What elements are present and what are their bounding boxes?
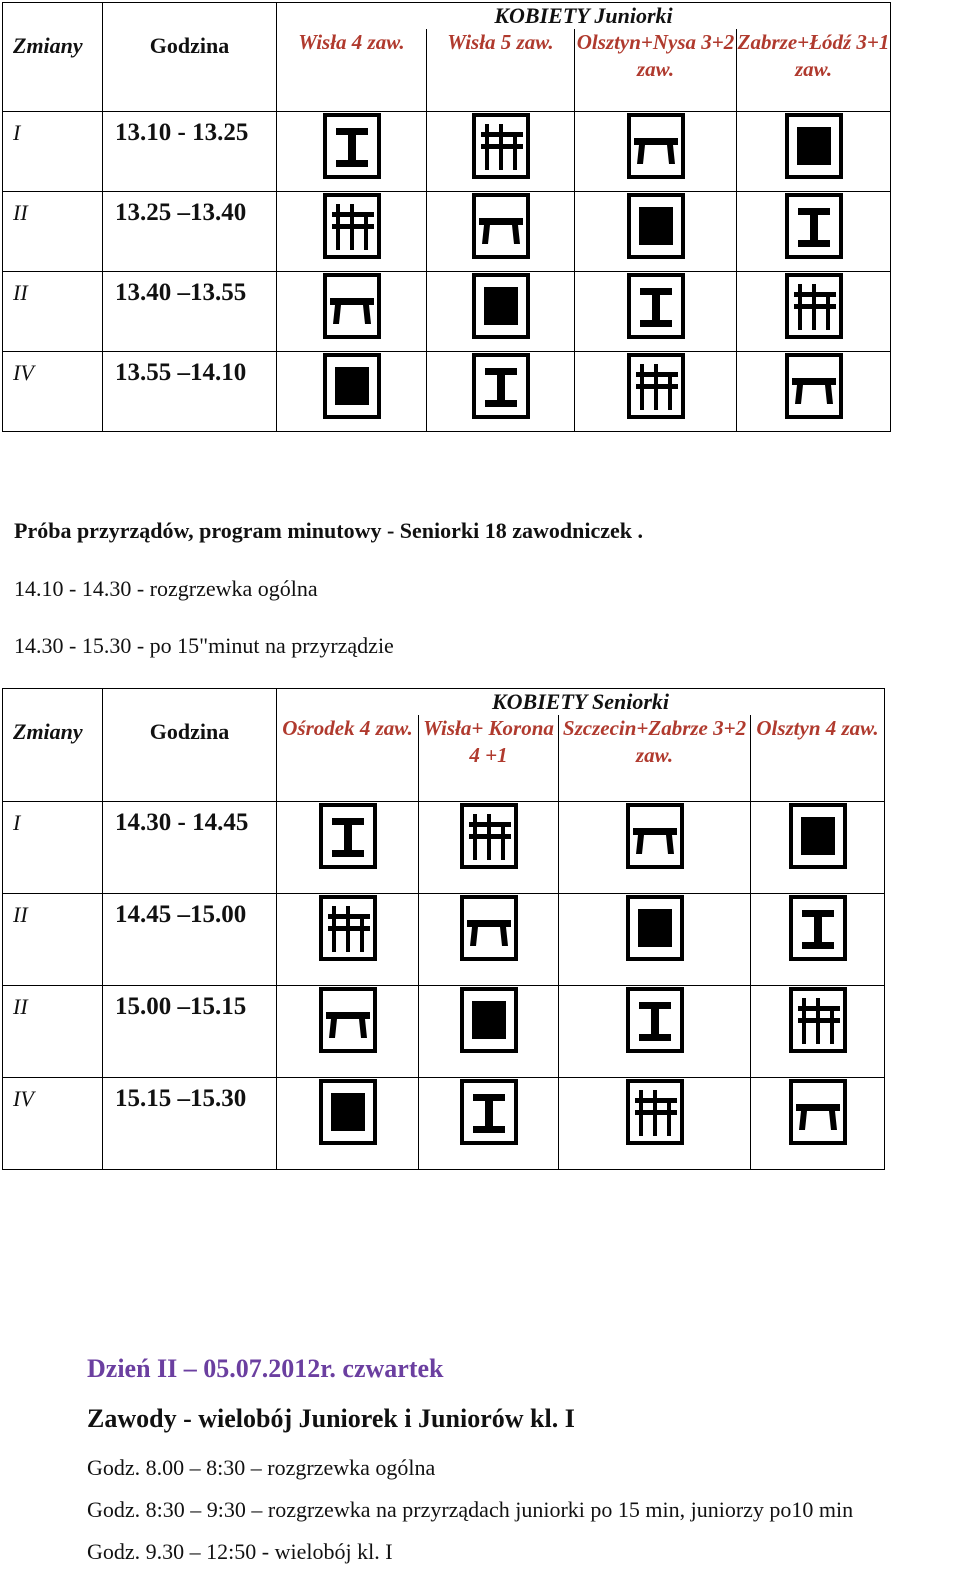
table-title: KOBIETY Seniorki: [277, 689, 885, 716]
time-slot: 15.00 –15.15: [103, 986, 277, 1078]
time-slot: 14.30 - 14.45: [103, 802, 277, 894]
team-header: Ośrodek 4 zaw.: [277, 715, 419, 802]
floor-icon: [459, 986, 519, 1054]
team-header: Wisła 5 zaw.: [427, 29, 575, 112]
vault-icon: [459, 1078, 519, 1146]
apparatus-cell: [559, 894, 751, 986]
team-header: Zabrze+Łódź 3+1 zaw.: [737, 29, 891, 112]
floor-icon: [471, 272, 531, 340]
shift-number: I: [3, 802, 103, 894]
vault-icon: [322, 112, 382, 180]
time-slot: 13.40 –13.55: [103, 272, 277, 352]
floor-icon: [322, 352, 382, 420]
floor-icon: [788, 802, 848, 870]
floor-icon: [318, 1078, 378, 1146]
apparatus-cell: [427, 112, 575, 192]
time-slot: 14.45 –15.00: [103, 894, 277, 986]
schedule-line: 14.30 - 15.30 - po 15"minut na przyrządzie: [14, 633, 394, 658]
seniorki-heading: Próba przyrządów, program minutowy - Seniorki 18 zawodniczek .: [14, 518, 644, 543]
floor-icon: [626, 192, 686, 260]
uneven-bars-icon: [459, 802, 519, 870]
column-header-time: Godzina: [103, 3, 277, 112]
uneven-bars-icon: [788, 986, 848, 1054]
schedule-line: Godz. 9.30 – 12:50 - wielobój kl. I: [87, 1539, 393, 1564]
rotation-row: [3, 272, 891, 352]
apparatus-cell: [419, 986, 559, 1078]
uneven-bars-icon: [626, 352, 686, 420]
column-header-time: Godzina: [103, 689, 277, 802]
apparatus-cell: [277, 352, 427, 432]
uneven-bars-icon: [784, 272, 844, 340]
apparatus-cell: [575, 352, 737, 432]
apparatus-cell: [427, 352, 575, 432]
vault-icon: [626, 272, 686, 340]
vault-icon: [788, 894, 848, 962]
juniorki-rotation-table: [2, 2, 891, 432]
apparatus-cell: [575, 192, 737, 272]
shift-number: II: [3, 192, 103, 272]
floor-icon: [784, 112, 844, 180]
apparatus-cell: [277, 1078, 419, 1170]
apparatus-cell: [575, 112, 737, 192]
column-header-shifts: Zmiany: [3, 689, 103, 802]
apparatus-cell: [737, 272, 891, 352]
rotation-row: [3, 192, 891, 272]
apparatus-cell: [751, 802, 885, 894]
competition-title: Zawody - wielobój Juniorek i Juniorów kl. I: [87, 1404, 575, 1433]
shift-number: IV: [3, 352, 103, 432]
team-header: Wisła 4 zaw.: [277, 29, 427, 112]
apparatus-cell: [737, 352, 891, 432]
shift-number: II: [3, 986, 103, 1078]
time-slot: 13.55 –14.10: [103, 352, 277, 432]
vault-icon: [784, 192, 844, 260]
apparatus-cell: [277, 802, 419, 894]
shift-number: I: [3, 112, 103, 192]
balance-beam-icon: [471, 192, 531, 260]
apparatus-cell: [277, 272, 427, 352]
rotation-row: [3, 352, 891, 432]
apparatus-cell: [419, 1078, 559, 1170]
floor-icon: [625, 894, 685, 962]
apparatus-cell: [277, 894, 419, 986]
time-slot: 15.15 –15.30: [103, 1078, 277, 1170]
uneven-bars-icon: [625, 1078, 685, 1146]
schedule-line: Godz. 8.00 – 8:30 – rozgrzewka ogólna: [87, 1455, 436, 1480]
seniorki-rotation-table: [2, 688, 885, 1170]
team-header: Olsztyn 4 zaw.: [751, 715, 885, 802]
rotation-row: [3, 986, 885, 1078]
team-header: Olsztyn+Nysa 3+2 zaw.: [575, 29, 737, 112]
apparatus-cell: [559, 986, 751, 1078]
balance-beam-icon: [788, 1078, 848, 1146]
rotation-row: [3, 112, 891, 192]
shift-number: II: [3, 272, 103, 352]
vault-icon: [625, 986, 685, 1054]
apparatus-cell: [559, 1078, 751, 1170]
day-heading: Dzień II – 05.07.2012r. czwartek: [87, 1354, 444, 1383]
team-header: Szczecin+Zabrze 3+2 zaw.: [559, 715, 751, 802]
balance-beam-icon: [459, 894, 519, 962]
shift-number: IV: [3, 1078, 103, 1170]
apparatus-cell: [751, 1078, 885, 1170]
apparatus-cell: [277, 112, 427, 192]
seniorki-rows: [3, 802, 885, 1170]
juniorki-rows: [3, 112, 891, 432]
apparatus-cell: [419, 894, 559, 986]
vault-icon: [471, 352, 531, 420]
time-slot: 13.25 –13.40: [103, 192, 277, 272]
balance-beam-icon: [625, 802, 685, 870]
table-title: KOBIETY Juniorki: [277, 3, 891, 30]
apparatus-cell: [737, 192, 891, 272]
apparatus-cell: [419, 802, 559, 894]
rotation-row: [3, 802, 885, 894]
apparatus-cell: [559, 802, 751, 894]
balance-beam-icon: [626, 112, 686, 180]
rotation-row: [3, 894, 885, 986]
apparatus-cell: [277, 986, 419, 1078]
apparatus-cell: [751, 894, 885, 986]
uneven-bars-icon: [318, 894, 378, 962]
balance-beam-icon: [318, 986, 378, 1054]
apparatus-cell: [277, 192, 427, 272]
balance-beam-icon: [784, 352, 844, 420]
uneven-bars-icon: [322, 192, 382, 260]
uneven-bars-icon: [471, 112, 531, 180]
apparatus-cell: [427, 272, 575, 352]
column-header-shifts: Zmiany: [3, 3, 103, 112]
apparatus-cell: [737, 112, 891, 192]
apparatus-cell: [575, 272, 737, 352]
time-slot: 13.10 - 13.25: [103, 112, 277, 192]
rotation-row: [3, 1078, 885, 1170]
schedule-line: Godz. 8:30 – 9:30 – rozgrzewka na przyrządach juniorki po 15 min, juniorzy po10 min: [87, 1497, 854, 1522]
vault-icon: [318, 802, 378, 870]
apparatus-cell: [427, 192, 575, 272]
team-header: Wisła+ Korona 4 +1: [419, 715, 559, 802]
shift-number: II: [3, 894, 103, 986]
schedule-line: 14.10 - 14.30 - rozgrzewka ogólna: [14, 576, 318, 601]
apparatus-cell: [751, 986, 885, 1078]
balance-beam-icon: [322, 272, 382, 340]
